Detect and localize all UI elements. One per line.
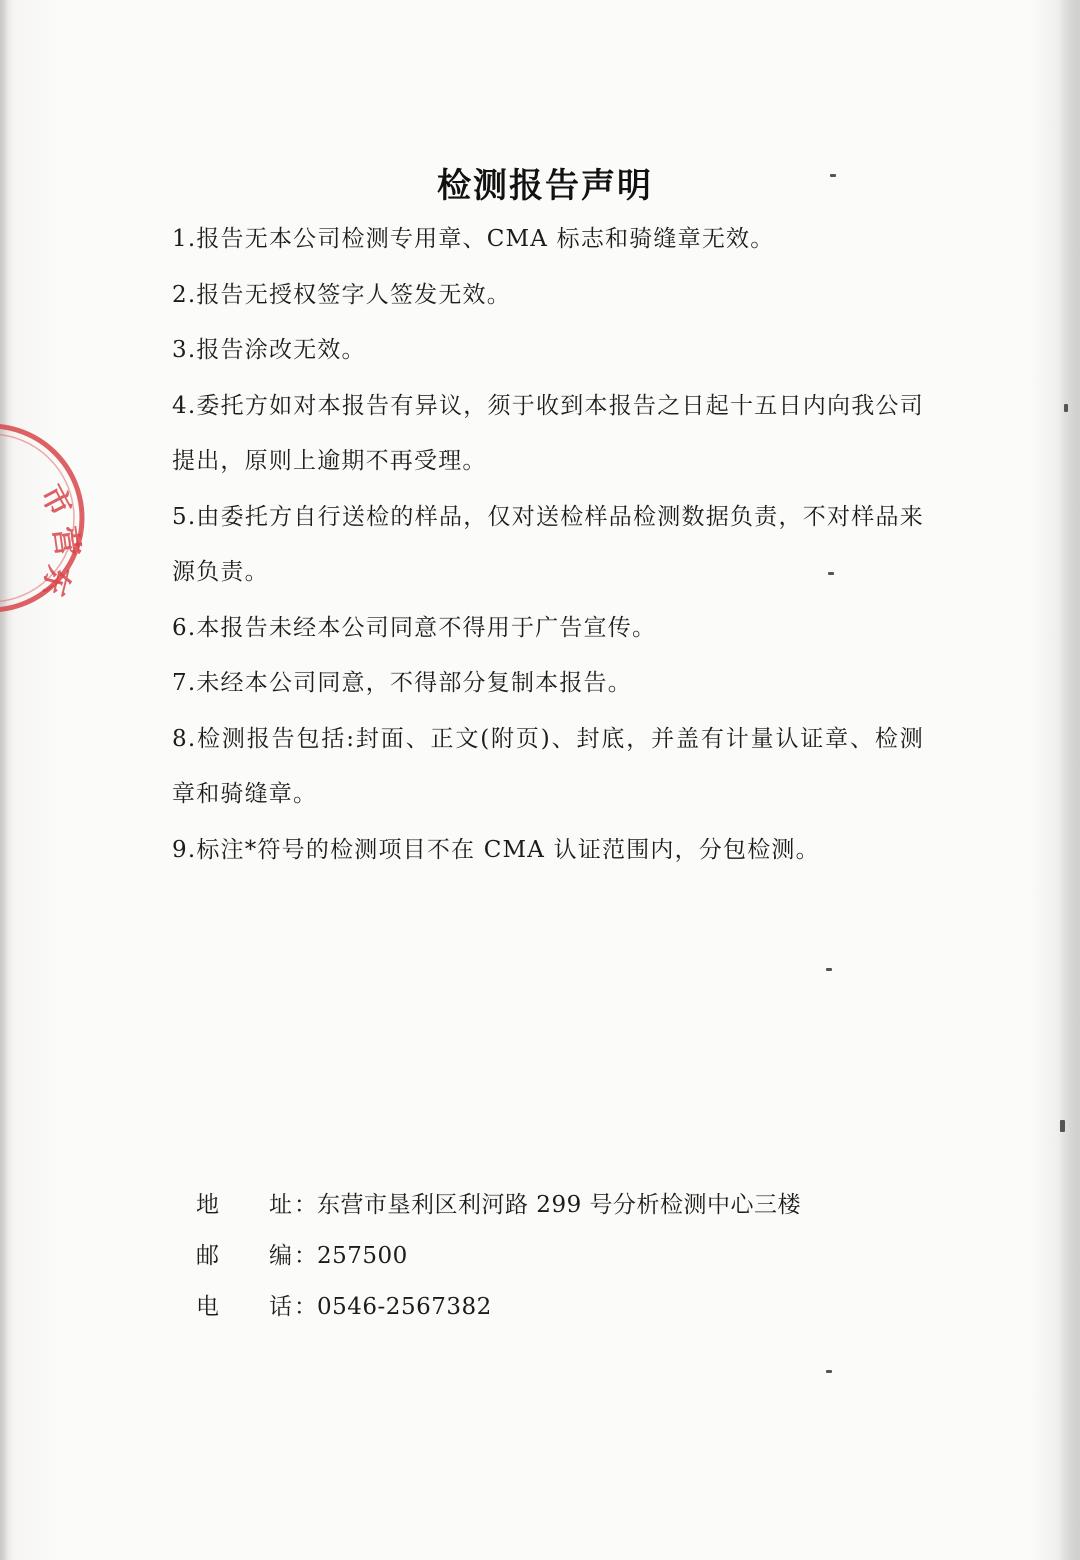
statement-item: 9.标注*符号的检测项目不在 CMA 认证范围内，分包检测。 [172, 836, 820, 863]
scan-speck [828, 572, 834, 575]
label-char: 址 [269, 1192, 292, 1218]
address-value: 东营市垦利区利河路 299 号分析检测中心三楼 [317, 1192, 802, 1218]
statement-item: 5.由委托方自行送检的样品，仅对送检样品检测数据负责，不对样品来源负责。 [172, 503, 924, 585]
scan-speck [1064, 404, 1068, 412]
statement-item: 3.报告涂改无效。 [172, 337, 366, 363]
label-separator: ： [294, 1294, 317, 1320]
scan-shadow-left [0, 0, 8, 1560]
scan-speck [826, 1370, 832, 1373]
contact-phone-row [196, 1282, 801, 1333]
contact-postcode-row [196, 1231, 801, 1282]
statement-item: 8.检测报告包括:封面、正文(附页)、封底，并盖有计量认证章、检测章和骑缝章。 [172, 725, 924, 807]
label-char: 话 [269, 1294, 292, 1320]
address-label [196, 1180, 294, 1231]
scan-speck [830, 174, 836, 177]
scan-speck [1060, 1120, 1065, 1132]
red-seal-stamp [0, 418, 90, 618]
scan-speck [826, 968, 832, 971]
postcode-value: 257500 [317, 1243, 408, 1269]
svg-text:东: 东 [34, 562, 77, 600]
phone-value: 0546-2567382 [317, 1294, 492, 1320]
svg-text:市: 市 [32, 479, 78, 523]
svg-text:营: 营 [46, 524, 85, 559]
page-title: 检测报告声明 [437, 166, 653, 206]
contact-block [196, 1180, 801, 1333]
statement-item: 2.报告无授权签字人签发无效。 [172, 281, 511, 308]
statement-item: 7.未经本公司同意，不得部分复制本报告。 [172, 670, 632, 696]
label-char: 编 [269, 1243, 292, 1269]
label-char: 电 [196, 1294, 219, 1320]
statement-item: 1.报告无本公司检测专用章、CMA 标志和骑缝章无效。 [172, 226, 775, 252]
contact-address-row [196, 1180, 801, 1231]
statement-list [172, 212, 924, 878]
postcode-label [196, 1231, 294, 1282]
label-char: 邮 [196, 1243, 219, 1269]
label-separator: ： [294, 1192, 317, 1218]
label-char: 地 [196, 1192, 219, 1218]
phone-label [196, 1282, 294, 1333]
statement-item: 4.委托方如对本报告有异议，须于收到本报告之日起十五日内向我公司提出，原则上逾期不再受理。 [172, 392, 924, 474]
scan-shadow-right [1058, 0, 1080, 1560]
statement-item: 6.本报告未经本公司同意不得用于广告宣传。 [172, 614, 657, 641]
label-separator: ： [294, 1243, 317, 1269]
